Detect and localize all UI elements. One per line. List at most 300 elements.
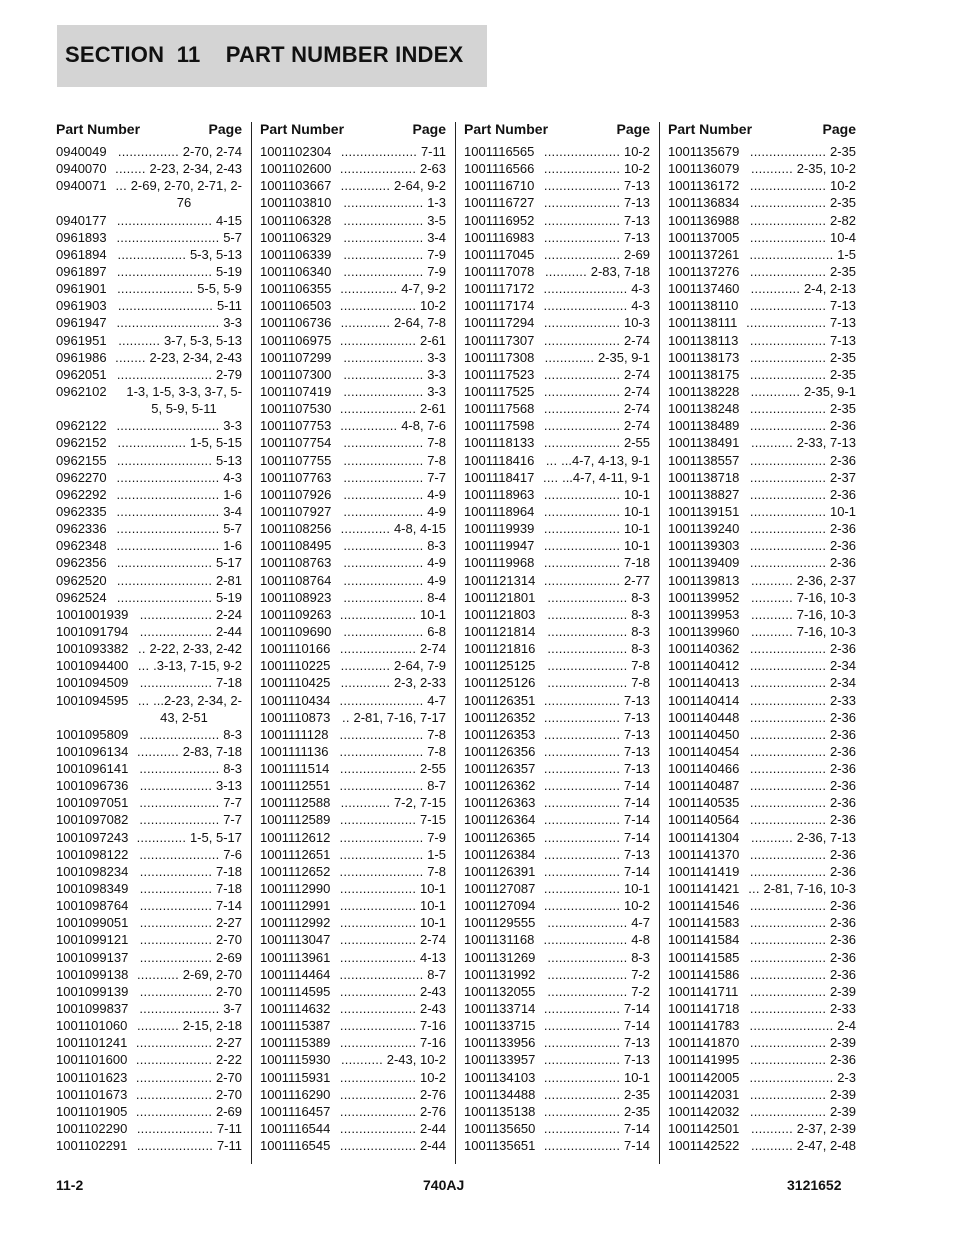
part-number: 0962356 [56, 555, 107, 571]
index-row [260, 846, 446, 863]
index-row [464, 1120, 650, 1137]
index-row [260, 760, 446, 777]
part-number: 1001121314 [464, 572, 536, 588]
index-row [464, 1051, 650, 1068]
part-number: 1001117172 [464, 281, 535, 297]
page-reference: ........................... 3-4 [116, 503, 242, 519]
index-row [464, 931, 650, 948]
page-reference: .................. 1-5, 5-15 [117, 435, 242, 451]
page-reference: ......................... 5-13 [116, 452, 242, 468]
part-number: 1001119947 [464, 538, 535, 554]
index-row [56, 417, 242, 434]
page-reference: .................... 7-14 [543, 1138, 650, 1154]
part-number: 1001140414 [668, 692, 740, 708]
index-row [464, 177, 650, 194]
page-reference: .................. 5-3, 5-13 [117, 246, 242, 262]
part-number: 1001116457 [260, 1103, 331, 1119]
page-reference: .................... 2-55 [339, 761, 446, 777]
index-row [668, 297, 856, 314]
page-reference: ..................... 7-8 [547, 675, 650, 691]
page-reference: .................... 2-74 [339, 932, 446, 948]
page-reference: .................... 7-13 [543, 178, 650, 194]
index-row [56, 469, 242, 486]
page-reference: .... ...4-7, 4-11, 9-1 [543, 469, 650, 485]
index-row [464, 829, 650, 846]
part-number: 1001138113 [668, 332, 739, 348]
index-row [668, 486, 856, 503]
page-reference: ............. 2-64, 7-9 [340, 658, 446, 674]
page-reference: .................... 2-36 [749, 795, 856, 811]
index-row [464, 1017, 650, 1034]
page-reference: .................... 7-13 [543, 846, 650, 862]
index-row [56, 726, 242, 743]
part-number: 0940049 [56, 144, 107, 159]
page-reference: .................... 2-36 [749, 863, 856, 879]
part-number: 0961897 [56, 263, 107, 279]
part-number: 1001096134 [56, 743, 129, 759]
index-row [668, 606, 856, 623]
page-reference: ............. 4-8, 4-15 [340, 521, 446, 537]
page-reference: .................... 2-55 [543, 435, 650, 451]
index-row [668, 743, 856, 760]
part-number: 0940071 [56, 178, 107, 194]
page-reference: .................... 2-43 [339, 1001, 446, 1017]
page-reference: .................... 10-1 [543, 1069, 650, 1085]
page-reference: ......................... 2-79 [116, 366, 242, 382]
page-reference: ..................... 7-6 [139, 846, 242, 862]
part-number: 1001118963 [464, 486, 535, 502]
index-row [260, 417, 446, 434]
part-number: 1001099121 [56, 932, 129, 948]
index-row [464, 777, 650, 794]
index-row [668, 811, 856, 828]
part-number-heading: Part Number [668, 121, 753, 137]
part-number: 1001116983 [464, 229, 535, 245]
section-title: SECTION 11 PART NUMBER INDEX [65, 42, 464, 67]
page-reference: 1-3, 1-5, 3-3, 3-7, 5- [126, 383, 242, 399]
index-row [668, 589, 856, 606]
part-number: 1001141421 [668, 881, 740, 897]
page-reference: ............. 2-35, 9-1 [544, 349, 650, 365]
part-number: 1001110166 [260, 641, 331, 657]
page-reference: .................... 2-35 [749, 263, 856, 279]
index-column-1 [56, 118, 242, 1154]
index-row [464, 486, 650, 503]
part-number: 1001108923 [260, 589, 332, 605]
part-number: 0962051 [56, 366, 107, 382]
index-row [668, 897, 856, 914]
part-number: 1001117523 [464, 366, 535, 382]
part-number: 1001138248 [668, 401, 740, 417]
index-row [260, 966, 446, 983]
index-row [668, 383, 856, 400]
page-reference: ...................... 7-8 [339, 863, 446, 879]
part-number: 1001142522 [668, 1138, 740, 1154]
page-reference: .................... 7-14 [543, 1121, 650, 1137]
part-number: 1001126352 [464, 709, 536, 725]
page-reference: .................... 2-44 [339, 1121, 446, 1137]
page-reference: ..................... 3-4 [343, 229, 446, 245]
index-row [56, 194, 242, 211]
page-reference: .................... 10-2 [543, 161, 650, 177]
index-row [464, 760, 650, 777]
column-header [260, 118, 446, 146]
index-row [260, 229, 446, 246]
page-reference: ...................... 4-8 [543, 932, 650, 948]
index-row [668, 829, 856, 846]
index-row [260, 554, 446, 571]
page-reference: .................... 2-39 [749, 983, 856, 999]
part-number: 0962336 [56, 521, 107, 537]
part-number: 1001140466 [668, 761, 740, 777]
part-number: 1001102291 [56, 1138, 128, 1154]
part-number: 1001112612 [260, 829, 331, 845]
index-row [56, 623, 242, 640]
page-reference: .................... 2-69 [543, 246, 650, 262]
part-number: 1001001939 [56, 606, 129, 622]
page-reference: .................... 7-13 [749, 298, 856, 314]
index-row [260, 949, 446, 966]
index-row [56, 434, 242, 451]
index-row [56, 1000, 242, 1017]
index-row [464, 314, 650, 331]
part-number: 1001116952 [464, 212, 535, 228]
page-reference: ...................... 8-7 [339, 778, 446, 794]
part-number: 1001097243 [56, 829, 129, 845]
page-reference: ........ 2-23, 2-34, 2-43 [115, 349, 242, 365]
page-reference: .................... 2-35 [543, 1103, 650, 1119]
page-reference: ........... 2-47, 2-48 [750, 1138, 856, 1154]
part-number: 1001126357 [464, 761, 536, 777]
part-number: 1001103667 [260, 178, 332, 194]
index-row [464, 1103, 650, 1120]
part-number: 0962155 [56, 452, 107, 468]
page-reference: .................... 2-35 [749, 195, 856, 211]
part-number: 1001135679 [668, 144, 740, 159]
page-reference: .................... 2-35 [543, 1086, 650, 1102]
index-row [464, 503, 650, 520]
index-row [260, 263, 446, 280]
part-number: 1001117045 [464, 246, 535, 262]
part-number: 1001116566 [464, 161, 535, 177]
page-reference: ..................... 7-7 [139, 812, 242, 828]
part-number: 0962524 [56, 589, 107, 605]
page-reference: .................... 10-1 [339, 898, 446, 914]
index-row [668, 314, 856, 331]
part-number: 1001136079 [668, 161, 740, 177]
part-number: 1001111136 [260, 743, 329, 759]
index-row [260, 143, 446, 160]
page-reference: .................... 10-2 [543, 898, 650, 914]
page-reference: ..................... 3-5 [343, 212, 446, 228]
page-reference: .................... 2-37 [749, 469, 856, 485]
page-reference: ..................... 7-2 [547, 983, 650, 999]
part-number: 1001117598 [464, 418, 535, 434]
index-row [56, 1069, 242, 1086]
part-number: 1001141546 [668, 898, 740, 914]
page-reference: ...................... 2-3 [749, 1069, 856, 1085]
page-reference: ... 2-69, 2-70, 2-71, 2- [115, 178, 242, 194]
index-row [56, 486, 242, 503]
page-reference: ..................... 8-3 [547, 589, 650, 605]
index-row [464, 452, 650, 469]
part-number: 1001110434 [260, 692, 331, 708]
index-row [464, 229, 650, 246]
part-number: 1001107754 [260, 435, 332, 451]
page-reference: ...................... 8-7 [339, 966, 446, 982]
part-number: 1001112652 [260, 863, 331, 879]
index-row [668, 177, 856, 194]
index-row [260, 1120, 446, 1137]
page-reference: .. 2-22, 2-33, 2-42 [138, 641, 242, 657]
index-row [260, 469, 446, 486]
index-row [464, 537, 650, 554]
page-reference: .................... 10-1 [339, 606, 446, 622]
part-number: 1001096141 [56, 761, 129, 777]
page-reference: ......................... 4-15 [116, 212, 242, 228]
part-number: 1001106339 [260, 246, 332, 262]
page-reference: .................... 2-33 [749, 1001, 856, 1017]
index-row [56, 897, 242, 914]
part-number: 1001116545 [260, 1138, 331, 1154]
page-reference: ........... 3-7, 5-3, 5-13 [118, 332, 242, 348]
page-reference: .................... 2-36 [749, 915, 856, 931]
part-number: 1001141711 [668, 983, 739, 999]
index-row [260, 692, 446, 709]
page-reference: .................... 10-1 [543, 521, 650, 537]
index-row [260, 194, 446, 211]
page-reference: ............. 2-4, 2-13 [750, 281, 856, 297]
part-number: 1001107753 [260, 418, 332, 434]
index-row [56, 794, 242, 811]
index-row [260, 1034, 446, 1051]
part-number: 1001139151 [668, 503, 740, 519]
index-row [668, 674, 856, 691]
page-reference: 43, 2-51 [160, 709, 208, 725]
index-row [260, 537, 446, 554]
index-row [260, 709, 446, 726]
page-reference: ..................... 3-3 [343, 383, 446, 399]
index-row [464, 863, 650, 880]
index-row [56, 229, 242, 246]
part-number: 1001139960 [668, 623, 740, 639]
index-row [668, 949, 856, 966]
part-number: 1001142031 [668, 1086, 740, 1102]
page-reference: ..................... 4-9 [343, 572, 446, 588]
index-row [668, 143, 856, 160]
page-reference: ..................... 4-9 [343, 503, 446, 519]
part-number: 1001109690 [260, 623, 332, 639]
column-header [464, 118, 650, 146]
page-reference: .................... 7-13 [543, 195, 650, 211]
index-row [260, 777, 446, 794]
page-reference: .................... 2-35 [749, 144, 856, 159]
part-number: 1001136834 [668, 195, 740, 211]
index-row [260, 863, 446, 880]
part-number: 1001140413 [668, 675, 740, 691]
index-row [464, 160, 650, 177]
part-number: 1001117294 [464, 315, 535, 331]
index-row [260, 1017, 446, 1034]
part-number: 1001139813 [668, 572, 740, 588]
page-reference: .................... 7-11 [136, 1121, 242, 1137]
page-reference: .................... 2-36 [749, 486, 856, 502]
part-number: 1001126391 [464, 863, 536, 879]
part-number: 1001115389 [260, 1035, 331, 1051]
index-row [56, 966, 242, 983]
index-row [464, 1000, 650, 1017]
index-row [668, 692, 856, 709]
page-reference: ..................... 8-3 [547, 641, 650, 657]
page-reference: ......................... 5-19 [116, 589, 242, 605]
index-row [260, 674, 446, 691]
index-row [56, 1120, 242, 1137]
page-reference: .................... 2-69 [135, 1103, 242, 1119]
index-row [668, 469, 856, 486]
index-row [668, 1000, 856, 1017]
page-reference: ..................... 8-3 [547, 623, 650, 639]
page-reference: ........... 7-16, 10-3 [750, 623, 856, 639]
part-number: 1001112651 [260, 846, 331, 862]
page-reference: .................... 7-13 [543, 1052, 650, 1068]
part-number: 1001097082 [56, 812, 129, 828]
column-header [56, 118, 242, 146]
index-column-4 [668, 118, 856, 1154]
part-number: 1001134488 [464, 1086, 536, 1102]
index-row [464, 640, 650, 657]
part-number: 1001139953 [668, 606, 740, 622]
page-reference: ............. 2-35, 9-1 [750, 383, 856, 399]
part-number: 1001094400 [56, 658, 129, 674]
index-row [668, 709, 856, 726]
page-reference: ..................... 8-3 [343, 538, 446, 554]
index-row [464, 794, 650, 811]
index-row [56, 709, 242, 726]
index-column-2 [260, 118, 446, 1154]
part-number: 1001141583 [668, 915, 740, 931]
part-number: 1001139303 [668, 538, 740, 554]
page-reference: ............. 1-5, 5-17 [136, 829, 242, 845]
page-reference: .................... 10-1 [543, 881, 650, 897]
index-row [260, 880, 446, 897]
index-row [56, 314, 242, 331]
part-number: 1001141870 [668, 1035, 740, 1051]
index-row [56, 366, 242, 383]
index-row [668, 263, 856, 280]
part-number: 1001112992 [260, 915, 331, 931]
page-reference: ............... 4-8, 7-6 [340, 418, 446, 434]
page-reference: .. 2-81, 7-16, 7-17 [342, 709, 446, 725]
page-reference: .................... 10-1 [543, 538, 650, 554]
part-number: 1001139240 [668, 521, 740, 537]
part-number: 0962152 [56, 435, 107, 451]
page-reference: .................... 7-16 [339, 1035, 446, 1051]
index-row [668, 1086, 856, 1103]
page-reference: .................... 2-36 [749, 538, 856, 554]
page-reference: .................... 2-74 [543, 332, 650, 348]
part-number: 0962102 [56, 383, 107, 399]
page-reference: .................... 2-74 [543, 401, 650, 417]
part-number: 1001102304 [260, 144, 332, 159]
index-row [668, 1120, 856, 1137]
index-row [668, 160, 856, 177]
page-reference: ..................... 7-9 [343, 246, 446, 262]
index-row [260, 246, 446, 263]
part-number: 1001138228 [668, 383, 740, 399]
page-reference: .................... 4-13 [339, 949, 446, 965]
index-row [668, 1034, 856, 1051]
page-reference: .................... 2-36 [749, 778, 856, 794]
index-row [464, 280, 650, 297]
page-reference: .................... 7-13 [543, 709, 650, 725]
page-reference: .................... 10-3 [543, 315, 650, 331]
page-reference: .................... 7-13 [543, 212, 650, 228]
index-row [668, 349, 856, 366]
page-reference: ........... 2-36, 7-13 [750, 829, 856, 845]
part-number: 1001116565 [464, 144, 535, 159]
part-number: 1001114632 [260, 1001, 331, 1017]
page-reference: .................... 10-1 [339, 915, 446, 931]
part-number: 1001118964 [464, 503, 535, 519]
part-number: 1001116727 [464, 195, 535, 211]
part-number: 1001117078 [464, 263, 535, 279]
part-number: 1001125125 [464, 658, 536, 674]
index-row [668, 880, 856, 897]
page-reference: ..................... 4-9 [343, 555, 446, 571]
index-row [260, 640, 446, 657]
part-number: 1001126365 [464, 829, 536, 845]
part-number: 1001126356 [464, 743, 536, 759]
part-number: 1001138110 [668, 298, 739, 314]
page-reference: .................... 2-61 [339, 332, 446, 348]
page-reference: .................... 2-74 [339, 641, 446, 657]
page-reference: .................... 10-2 [543, 144, 650, 159]
part-number: 1001138111 [668, 315, 738, 331]
page-reference: .................... 2-35 [749, 366, 856, 382]
page-reference: .................... 7-11 [136, 1138, 242, 1154]
page-reference: ........................... 3-3 [116, 315, 242, 331]
part-number: 1001131168 [464, 932, 535, 948]
part-number: 1001108764 [260, 572, 332, 588]
index-row [464, 194, 650, 211]
part-number: 1001108763 [260, 555, 332, 571]
page-reference: .................... 10-1 [543, 486, 650, 502]
part-number: 1001126384 [464, 846, 536, 862]
page-reference: .................... 7-14 [543, 812, 650, 828]
index-row [464, 726, 650, 743]
page-reference: .................... 7-13 [749, 332, 856, 348]
footer-doc-number: 3121652 [787, 1177, 842, 1193]
index-row [668, 537, 856, 554]
part-number: 0961903 [56, 298, 107, 314]
index-row [56, 640, 242, 657]
part-number: 0961893 [56, 229, 107, 245]
index-row [260, 606, 446, 623]
index-row [464, 1086, 650, 1103]
index-row [260, 897, 446, 914]
part-number: 1001112551 [260, 778, 331, 794]
column-divider [455, 122, 456, 1164]
index-row [668, 1069, 856, 1086]
index-row [668, 366, 856, 383]
part-number: 1001136172 [668, 178, 740, 194]
index-row [56, 1051, 242, 1068]
page-reference: ............. 2-64, 9-2 [340, 178, 446, 194]
page-reference: ............. 7-2, 7-15 [340, 795, 446, 811]
page-reference: ................... 3-13 [139, 778, 242, 794]
part-number: 1001140448 [668, 709, 740, 725]
part-number: 1001103810 [260, 195, 332, 211]
